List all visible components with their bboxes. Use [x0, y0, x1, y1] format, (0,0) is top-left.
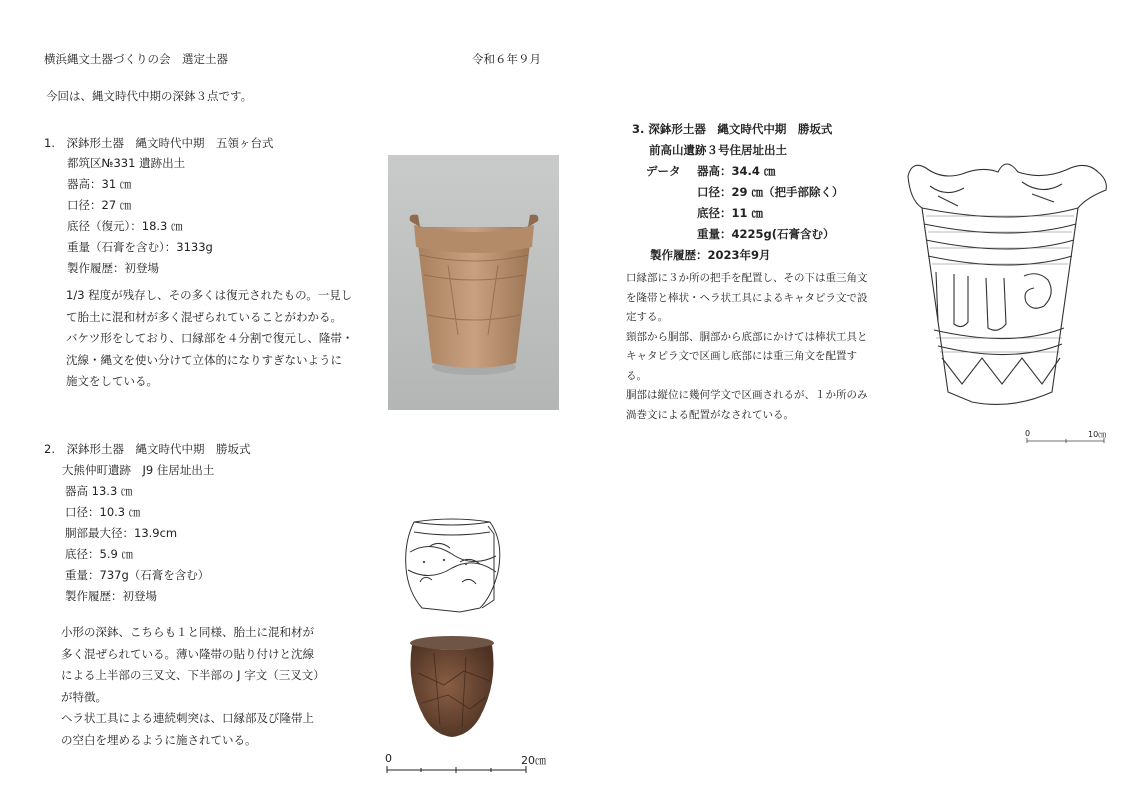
item2-spec: 口径：10.3 ㎝ [65, 505, 141, 519]
item2-desc-line: の空白を埋めるように施されている。 [61, 732, 257, 747]
item3-scale-bar [1026, 437, 1106, 443]
item2-scale-start: 0 [385, 752, 392, 765]
item3-desc-line: る。 [626, 369, 647, 382]
item3-scale-end: 10㎝ [1088, 430, 1107, 439]
item2-desc-line: による上半部の三叉文、下半部の J 字文（三叉文） [61, 668, 325, 682]
item3-desc-line: 定する。 [626, 311, 668, 323]
item1-desc-line: バケツ形をしており、口縁部を４分割で復元し、隆帯・ [66, 331, 354, 345]
intro-text: 今回は、縄文時代中期の深鉢３点です。 [46, 89, 253, 103]
item3-desc-line: 渦巻文による配置がなされている。 [626, 408, 794, 421]
item2-desc-line: が特徴。 [61, 689, 107, 704]
item2-spec: 器高 13.3 ㎝ [65, 484, 133, 498]
item2-title: 2. 深鉢形土器 縄文時代中期 勝坂式 [44, 442, 251, 456]
item3-spec: 口径：29 ㎝（把手部除く） [697, 185, 844, 199]
item1-desc-line: 沈線・縄文を使い分けて立体的になりすぎないように [66, 352, 342, 367]
item3-desc-line: 頸部から胴部、胴部から底部にかけては棒状工具と [626, 330, 868, 343]
item1-specs [67, 153, 213, 279]
item2-site: 大熊仲町遺跡 J9 住居址出土 [62, 463, 215, 477]
item2-spec: 底径：5.9 ㎝ [65, 547, 133, 561]
item2-pottery-photo [404, 633, 500, 739]
item3-title: 3. 深鉢形土器 縄文時代中期 勝坂式 [632, 122, 833, 136]
item1-spec: 製作履歴：初登場 [67, 261, 159, 275]
item1-spec: 底径（復元）：18.3 ㎝ [67, 219, 183, 233]
item1-spec: 重量（石膏を含む）：3133g [67, 240, 213, 254]
item3-scale-start: 0 [1025, 429, 1031, 438]
item2-desc-line: 小形の深鉢、こちらも１と同様、胎土に混和材が [61, 625, 314, 639]
item3-history: 製作履歴：2023年9月 [650, 248, 771, 262]
item3-spec: 器高：34.4 ㎝ [697, 164, 776, 178]
item1-spec: 都筑区№331 遺跡出土 [67, 156, 186, 170]
item1-desc-line: て胎土に混和材が多く混ぜられていることがわかる。 [66, 309, 342, 324]
item3-pottery-drawing [902, 152, 1116, 414]
item2-desc-line: ヘラ状工具による連続刺突は、口縁部及び隆帯上 [61, 711, 314, 725]
item2-desc-line: 多く混ぜられている。薄い隆帯の貼り付けと沈線 [61, 646, 314, 661]
item2-pottery-drawing [400, 512, 504, 618]
item3-desc-line: キャタピラ文で区画し底部には重三角文を配置す [626, 350, 857, 362]
item1-spec: 口径：27 ㎝ [67, 198, 132, 212]
item2-spec: 製作履歴：初登場 [65, 589, 157, 603]
item1-pottery-photo [388, 155, 559, 410]
item2-description [61, 622, 325, 751]
item3-specs [697, 161, 844, 245]
item3-description [626, 269, 868, 425]
item2-spec: 重量：737g（石膏を含む） [65, 568, 210, 582]
item1-desc-line: 1/3 程度が残存し、その多くは復元されたもの。一見し [66, 288, 353, 302]
item2-scale-bar [386, 764, 528, 774]
item3-desc-line: 口縁部に３か所の把手を配置し、その下は重三角文 [626, 272, 868, 284]
item3-desc-line: を隆帯と棒状・ヘラ状工具によるキャタピラ文で設 [626, 291, 868, 304]
item3-data-label: データ [646, 164, 681, 178]
item2-specs [65, 481, 209, 607]
item2-scale-end: 20㎝ [521, 754, 546, 767]
item2-spec: 胴部最大径：13.9cm [65, 526, 178, 540]
header-date: 令和６年９月 [472, 52, 541, 66]
item3-site: 前高山遺跡３号住居址出土 [649, 143, 787, 157]
item3-desc-line: 胴部は縦位に幾何学文で区画されるが、１か所のみ [626, 389, 868, 401]
item1-title: 1. 深鉢形土器 縄文時代中期 五領ヶ台式 [44, 136, 274, 150]
header-title: 横浜縄文土器づくりの会 選定土器 [44, 52, 228, 66]
item3-spec: 底径：11 ㎝ [697, 206, 764, 220]
item1-desc-line: 施文をしている。 [66, 374, 158, 388]
item1-spec: 器高：31 ㎝ [67, 177, 132, 191]
item3-spec: 重量：4225g(石膏含む） [697, 227, 835, 241]
item1-description [66, 285, 353, 393]
